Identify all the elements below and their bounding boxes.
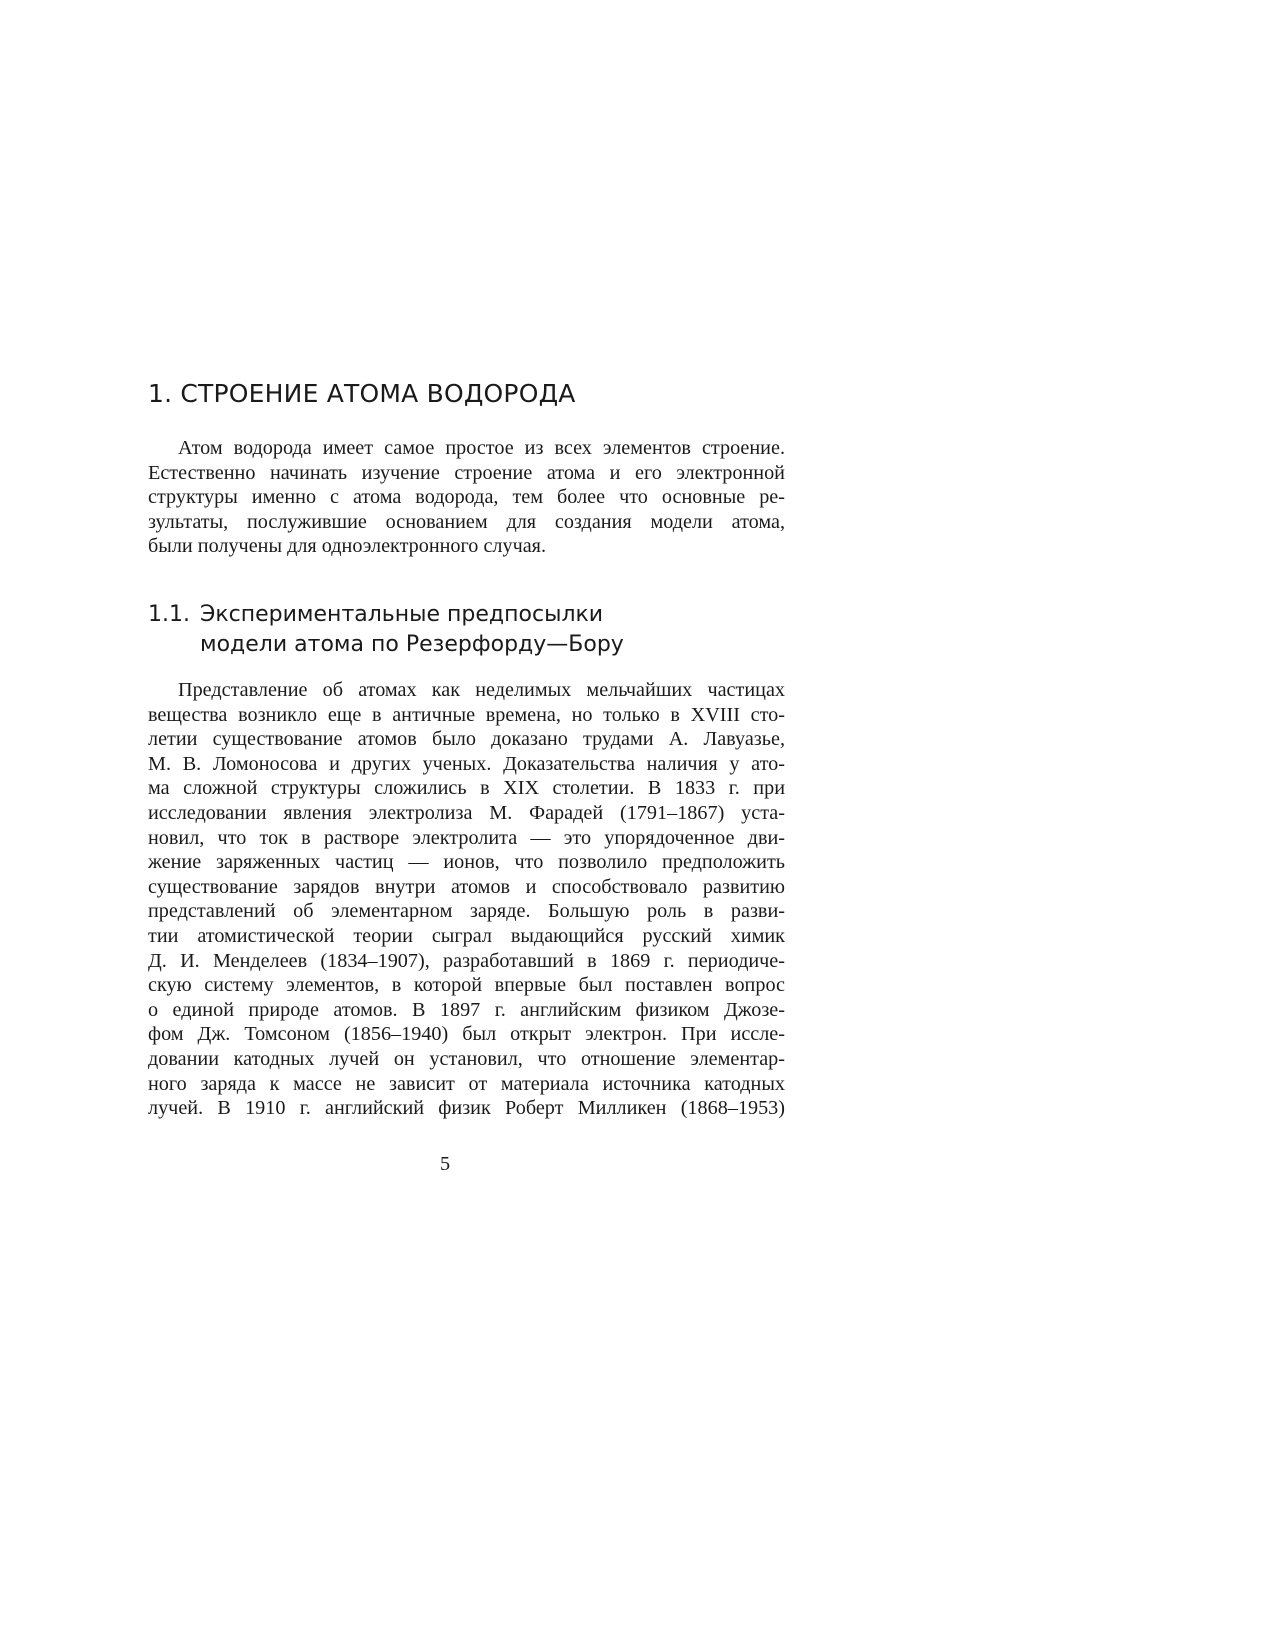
text-line: скую систему элементов, в которой впервые был поставлен вопрос — [148, 974, 785, 997]
text-line: ного заряда к массе не зависит от материала источника катодных — [148, 1072, 785, 1095]
section-title-line-1: Экспериментальные предпосылки — [200, 602, 604, 627]
text-line: представлений об элементарном заряде. Большую роль в разви- — [148, 900, 785, 923]
text-line: существование зарядов внутри атомов и способствовало развитию — [148, 875, 785, 898]
text-line: о единой природе атомов. В 1897 г. английским физиком Джозе- — [148, 998, 785, 1021]
section-number: 1.1. — [148, 602, 190, 627]
text-line: тии атомистической теории сыграл выдающийся русский химик — [148, 924, 785, 947]
text-line: ма сложной структуры сложились в XIX столетии. В 1833 г. при — [148, 777, 785, 800]
text-line: довании катодных лучей он установил, что отношение элементар- — [148, 1047, 785, 1070]
section-title-line-2: модели атома по Резерфорду—Бору — [200, 632, 624, 657]
chapter-title: 1. СТРОЕНИЕ АТОМА ВОДОРОДА — [148, 379, 576, 408]
text-line: летии существование атомов было доказано трудами А. Лавуазье, — [148, 728, 785, 751]
text-line: Представление об атомах как неделимых мельчайших частицах — [178, 679, 785, 701]
text-line: зультаты, послужившие основанием для создания модели атома, — [148, 510, 785, 533]
text-line: исследовании явления электролиза М. Фарадей (1791–1867) уста- — [148, 801, 785, 824]
text-line: М. В. Ломоносова и других ученых. Доказательства наличия у ато- — [148, 752, 785, 775]
text-line: структуры именно с атома водорода, тем более что основные ре- — [148, 486, 785, 509]
text-line: жение заряженных частиц — ионов, что позволило предположить — [148, 851, 785, 874]
text-line: лучей. В 1910 г. английский физик Роберт Милликен (1868–1953) — [148, 1097, 785, 1120]
intro-paragraph — [148, 436, 785, 559]
text-line: Д. И. Менделеев (1834–1907), разработавший в 1869 г. периодиче- — [148, 949, 785, 972]
text-line: Атом водорода имеет самое простое из всех элементов строение. — [178, 437, 785, 459]
section-title — [148, 600, 788, 660]
page-number: 5 — [440, 1153, 451, 1175]
text-line: были получены для одноэлектронного случая. — [148, 535, 547, 558]
text-line: Естественно начинать изучение строение атома и его электронной — [148, 461, 785, 484]
text-line: вещества возникло еще в античные времена, но только в XVIII сто- — [148, 703, 785, 726]
section-paragraph — [148, 678, 785, 1121]
text-line: фом Дж. Томсоном (1856–1940) был открыт электрон. При иссле- — [148, 1023, 785, 1046]
text-line: новил, что ток в растворе электролита — это упорядоченное дви- — [148, 826, 785, 849]
